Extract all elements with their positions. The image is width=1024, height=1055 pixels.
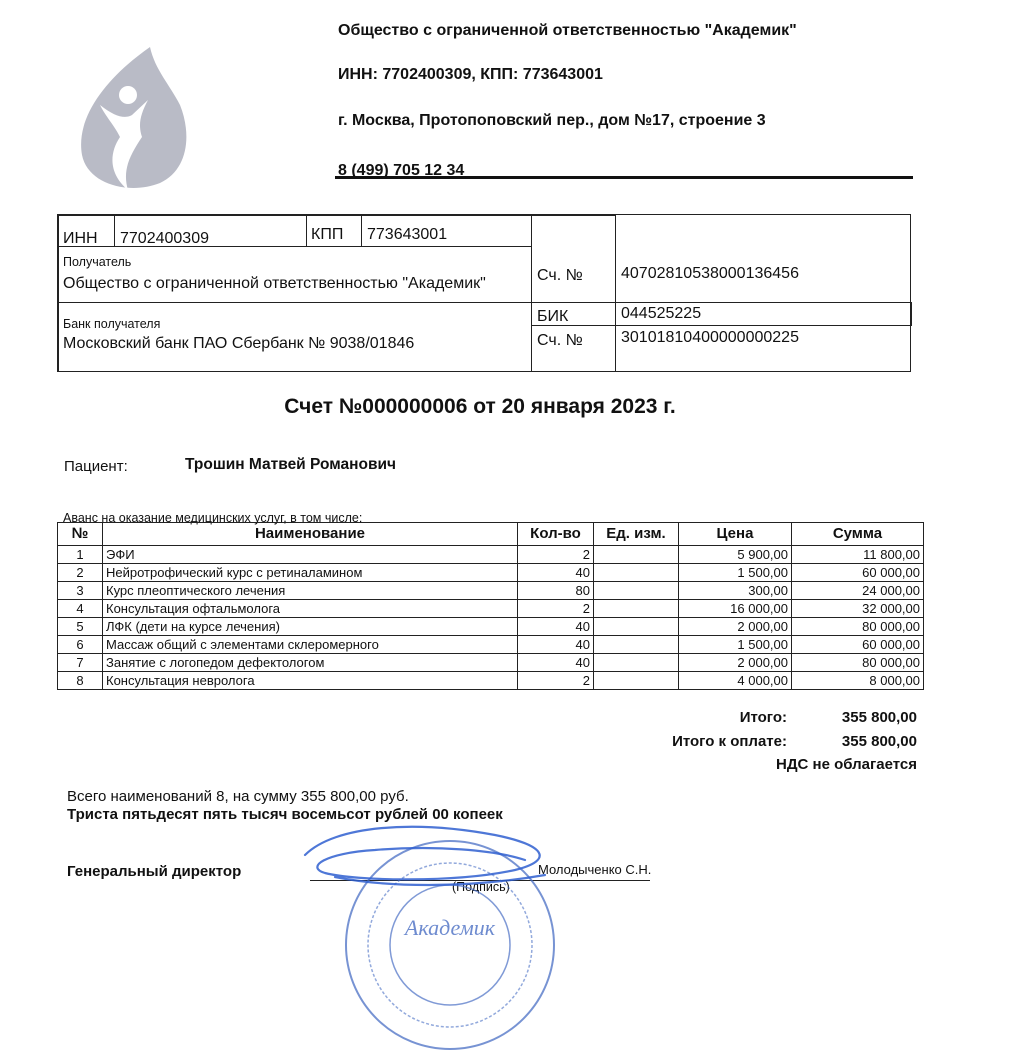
inn-label: ИНН [63, 230, 98, 247]
row-number: 7 [58, 654, 103, 672]
kpp-value: 773643001 [367, 226, 448, 243]
table-row [58, 582, 924, 600]
total-label: Итого: [739, 709, 787, 726]
row-number: 6 [58, 636, 103, 654]
account-value: 40702810538000136456 [621, 265, 799, 282]
row-unit [594, 654, 679, 672]
row-unit [594, 672, 679, 690]
row-qty: 40 [518, 654, 594, 672]
invoice-title: Счет №000000006 от 20 января 2023 г. [284, 395, 676, 418]
vat-note: НДС не облагается [776, 756, 917, 773]
to-pay-value: 355 800,00 [841, 733, 917, 750]
account-label: Сч. № [537, 267, 583, 284]
header-divider [335, 176, 913, 179]
row-sum: 11 800,00 [792, 546, 924, 564]
table-row [58, 636, 924, 654]
bik-value: 044525225 [621, 305, 702, 322]
table-caption: Аванс на оказание медицинских услуг, в том числе: [63, 511, 363, 525]
row-sum: 60 000,00 [792, 636, 924, 654]
row-name: Массаж общий с элементами склеромерного [103, 636, 518, 654]
patient-label: Пациент: [64, 458, 128, 475]
row-name: ЛФК (дети на курсе лечения) [103, 618, 518, 636]
row-number: 5 [58, 618, 103, 636]
row-price: 2 000,00 [679, 654, 792, 672]
director-name: Молодыченко С.Н. [538, 862, 652, 877]
row-price: 300,00 [679, 582, 792, 600]
recipient-label: Получатель [63, 255, 132, 269]
row-sum: 32 000,00 [792, 600, 924, 618]
corr-label: Сч. № [537, 332, 583, 349]
col-header-qty: Кол-во [518, 523, 594, 546]
bik-label: БИК [537, 308, 569, 325]
bank-label: Банк получателя [63, 317, 161, 331]
account-label-cell [531, 215, 616, 303]
row-price: 16 000,00 [679, 600, 792, 618]
row-name: Нейротрофический курс с ретиналамином [103, 564, 518, 582]
row-qty: 80 [518, 582, 594, 600]
stamp-text: Академик [404, 915, 496, 940]
row-qty: 2 [518, 546, 594, 564]
row-unit [594, 564, 679, 582]
row-price: 4 000,00 [679, 672, 792, 690]
director-position: Генеральный директор [67, 863, 242, 880]
row-price: 5 900,00 [679, 546, 792, 564]
table-row [58, 600, 924, 618]
kpp-label: КПП [311, 226, 344, 243]
corr-value: 30101810400000000225 [621, 329, 799, 346]
row-sum: 24 000,00 [792, 582, 924, 600]
bank-requisites [57, 214, 911, 372]
row-qty: 2 [518, 672, 594, 690]
row-price: 2 000,00 [679, 618, 792, 636]
row-name: Занятие с логопедом дефектологом [103, 654, 518, 672]
org-phone: 8 (499) 705 12 34 [338, 162, 465, 179]
table-row [58, 564, 924, 582]
row-qty: 40 [518, 636, 594, 654]
col-header-number: № [58, 523, 103, 546]
table-header-row [58, 523, 924, 546]
col-header-price: Цена [679, 523, 792, 546]
clinic-logo [70, 45, 190, 195]
amount-in-words: Триста пятьдесят пять тысяч восемьсот рублей 00 копеек [67, 806, 503, 823]
signature-caption: (Подпись) [452, 880, 510, 894]
table-row [58, 672, 924, 690]
row-price: 1 500,00 [679, 564, 792, 582]
row-qty: 40 [518, 618, 594, 636]
org-name: Общество с ограниченной ответственностью "Академик" [338, 22, 797, 39]
inn-value: 7702400309 [120, 230, 209, 247]
row-number: 2 [58, 564, 103, 582]
table-row [58, 654, 924, 672]
handwritten-signature [295, 815, 565, 895]
recipient-name: Общество с ограниченной ответственностью "Академик" [63, 275, 486, 292]
row-name: ЭФИ [103, 546, 518, 564]
patient-name: Трошин Матвей Романович [185, 456, 397, 473]
row-number: 1 [58, 546, 103, 564]
row-number: 4 [58, 600, 103, 618]
row-unit [594, 636, 679, 654]
row-name: Курс плеоптического лечения [103, 582, 518, 600]
row-unit [594, 546, 679, 564]
table-row [58, 618, 924, 636]
row-unit [594, 600, 679, 618]
row-sum: 60 000,00 [792, 564, 924, 582]
row-name: Консультация невролога [103, 672, 518, 690]
summary-count: Всего наименований 8, на сумму 355 800,00 руб. [67, 788, 409, 805]
org-inn-kpp: ИНН: 7702400309, КПП: 773643001 [338, 66, 603, 83]
bank-name: Московский банк ПАО Сбербанк № 9038/01846 [63, 335, 415, 352]
services-table [57, 522, 924, 690]
row-qty: 2 [518, 600, 594, 618]
row-name: Консультация офтальмолога [103, 600, 518, 618]
total-value: 355 800,00 [841, 709, 917, 726]
row-sum: 8 000,00 [792, 672, 924, 690]
to-pay-label: Итого к оплате: [672, 733, 787, 750]
row-sum: 80 000,00 [792, 654, 924, 672]
row-unit [594, 618, 679, 636]
org-address: г. Москва, Протопоповский пер., дом №17, строение 3 [338, 112, 766, 129]
row-qty: 40 [518, 564, 594, 582]
row-unit [594, 582, 679, 600]
table-row [58, 546, 924, 564]
col-header-unit: Ед. изм. [594, 523, 679, 546]
col-header-sum: Сумма [792, 523, 924, 546]
row-price: 1 500,00 [679, 636, 792, 654]
row-number: 3 [58, 582, 103, 600]
row-sum: 80 000,00 [792, 618, 924, 636]
col-header-name: Наименование [103, 523, 518, 546]
row-number: 8 [58, 672, 103, 690]
